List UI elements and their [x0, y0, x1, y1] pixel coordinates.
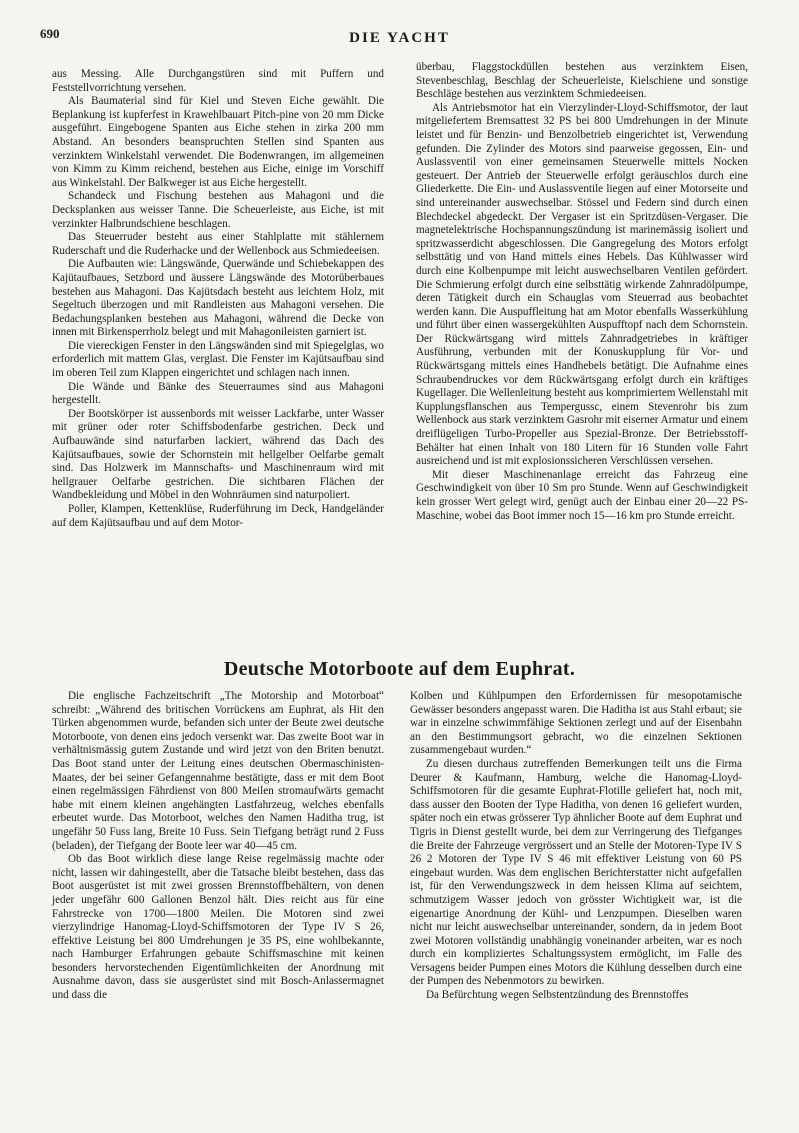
paragraph: Als Antriebsmotor hat ein Vierzylinder-Lloyd-Schiffsmotor, der laut mitgeliefertem Bremsattest 32 PS bei 800 Umdrehungen in der Minute leistet und für Benzin- und Benzolbetrieb eingerichtet ist, Verwendung gefunden. Die Zylinder des Motors sind paarweise gegossen, Ein- und Auslassventil von einer gemeinsamen Steuerwelle mittels Nocken gesteuert. Der Antrieb der Steuerwelle erfolgt geräuschlos durch eine Gliederkette. Die Ein- und Auslassventile liegen auf einer Motorseite und sind untereinander auswechselbar. Stössel und Federn sind durch einen Blechdeckel abgedeckt. Der Vergaser ist ein Spritzdüsen-Vergaser. Die magnetelektrische Hochspannungszündung ist marinemässig isoliert und spritzwasserdicht abgeschlossen. Die Gangregelung des Motors erfolgt selbsttätig und von Hand mittels eines Hebels. Das Kühlwasser wird durch eine Kolbenpumpe mit leicht auswechselbaren Ventilen gefördert. Die Schmierung erfolgt durch eine selbsttätig wirkende Zahnradölpumpe, deren Tätigkeit durch ein Schauglas vom Steuerrad aus beobachtet werden kann. Die Auspuffleitung hat am Motor ebenfalls Wasserkühlung und führt über einen wassergekühlten Auspufftopf nach dem Schornstein. Der Rückwärtsgang wird mittels Zahnradgetriebes in kräftiger Ausführung, verbunden mit der Konuskupplung für Vor- und Rückwärtsgang mittels eines Handhebels betätigt. Die Aufnahme eines Schraubendruckes vor dem Rückwärtsgang erfolgt durch ein kräftiges Kugellager. Die Wellenleitung besteht aus komprimiertem Wellenstahl mit Kupplungsflanschen aus Tempergussс, einem Stevenrohr bis zum Wellenbock aus stark verzinktem Gasrohr mit eiserner Armatur und einem dreiflügeligen Turbo-Propeller aus Spezial-Bronze. Der Betriebsstoff-Behälter hat einen Inhalt von 180 Litern für 16 Stunden volle Fahrt ausreichend und ist mit explosionssicheren Verschlüssen versehen. — [416, 101, 748, 468]
paragraph: Kolben und Kühlpumpen den Erfordernissen für mesopotamische Gewässer besonders angepasst waren. Die Haditha ist aus Stahl erbaut; sie war in einzelne schwimmfähige Sektionen zerlegt und auf der Eisenbahn an den Bestimmungsort gebracht, wo die einzelnen Sektionen zusammengebaut wurden.“ — [410, 690, 742, 757]
paragraph: Die Wände und Bänke des Steuerraumes sind aus Mahagoni hergestellt. — [52, 380, 384, 407]
paragraph: Als Baumaterial sind für Kiel und Steven Eiche gewählt. Die Beplankung ist kupferfest in Krawehlbauart Pitch-pine von 20 mm Dicke ausgeführt. Eingebogene Spanten aus Eiche stehen in zirka 200 mm Abstand. An besonders beanspruchten Stellen sind Spanten aus verzinktem Winkelstahl verwendet. Die Bodenwrangen, im allgemeinen von Kimm zu Kimm reichend, bestehen aus Eiche, einige im Vorschiff aus Winkelstahl. Der Balkweger ist aus Eiche hergestellt. — [52, 95, 384, 189]
running-title: DIE YACHT — [349, 30, 450, 46]
text-column-top-left — [52, 68, 384, 530]
paragraph: Zu diesen durchaus zutreffenden Bemerkungen teilt uns die Firma Deurer & Kaufmann, Hamburg, welche die Hanomag-Lloyd-Schiffsmotoren für die gesamte Euphrat-Flotille geliefert hat, noch mit, dass ausser den Booten der Type Haditha, von denen 16 geliefert wurden, später noch ein etwas grösserer Typ ähnlicher Boote auf dem Euphrat und Tigris in Dienst gestellt wurde, bei dem zur Verringerung des Tiefganges die Breite der Fahrzeuge vergrössert und an Stelle der Motoren-Type IV S 26 2 Motoren der Type IV S 46 mit effektiver Leistung von 60 PS eingebaut wurden. Was dem englischen Berichterstatter nicht aufgefallen ist, für den Verwendungszweck in dem heissen Klima auf seichtem, schmutzigem Wasser jedoch von grösster Wichtigkeit war, ist die eigenartige Anordnung der Kühl- und Lenzpumpen. Dieselben waren nicht nur leicht auswechselbar untereinander, sondern, da in jedem Boot zwei Motoren vollständig unabhängig voneinander arbeiten, war es noch durch ein kompliziertes Schaltungssystem ermöglicht, im Falle des Versagens beider Pumpen eines Motors die Kühlung desselben durch eine der Pumpen des Nebenmotors zu bewirken. — [410, 757, 742, 988]
paragraph: Ob das Boot wirklich diese lange Reise regelmässig machte oder nicht, lassen wir dahingestellt, aber die Tatsache bleibt bestehen, dass das Boot ausgerüstet ist mit zwei grossen Brennstoffbehältern, von denen jeder ungefähr 600 Gallonen Benzol hält. Dies reicht aus für eine Fahrstrecke von 1700—1800 Meilen. Die Motoren sind zwei vierzylindrige Hanomag-Lloyd-Schiffsmotoren der Type IV S 26, effektive Leistung bei 800 Umdrehungen je 35 PS, eine wohlbekannte, nach Hamburger Erfahrungen gebaute Schiffsmaschine mit keinen besonders hervorstechenden Eigentümlichkeiten der Anordnung mit Ausnahme davon, dass sie ausgerüstet sind mit Bosch-Anlassermagnet und dass die — [52, 853, 384, 1002]
paragraph: überbau, Flaggstockdüllen bestehen aus verzinktem Eisen, Stevenbeschlag, Beschlag der Scheuerleiste, Kielschiene und sonstige Beschläge bestehen aus verzinktem Schmiedeeisen. — [416, 61, 748, 101]
text-column-bottom-right — [410, 690, 742, 1003]
paragraph: Die englische Fachzeitschrift „The Motorship and Motorboat“ schreibt: „Während des britischen Vorrückens am Euphrat, als Hit den Türken abgenommen wurde, befanden sich unter der Beute zwei deutsche Motorboote, von denen eins jedoch versenkt war. Das zweite Boot war in verhältnismässig gutem Zustande und wird jetzt von den Briten benutzt. Das Boot stand unter der Leitung eines deutschen Obermaschinisten-Maates, der bei seiner Gefangennahme bestätigte, dass er mit dem Boot einen regelmässigen Fährdienst von 800 Meilen stromaufwärts gemacht habe mit einem kleinen angehängten Lastfahrzeug, welches ebenfalls erbeutet wurde. Das Motorboot, welches den Namen Haditha trug, ist ungefähr 50 Fuss lang, Breite 10 Fuss. Sein Tiefgang beträgt rund 2 Fuss (beladen), der Tiefgang der Boote leer war 40—45 cm. — [52, 690, 384, 852]
paragraph: Der Bootskörper ist aussenbords mit weisser Lackfarbe, unter Wasser mit grüner oder roter Schiffsbodenfarbe gestrichen. Deck und Aufbauwände sind naturfarben lackiert, während das Dach des Kajütsaufbaues, sowie der Schornstein mit hellgelber Oelfarbe gemalt sind. Das Holzwerk im Mannschafts- und Maschinenraum wird mit hellgrauer Oelfarbe gestrichen. Die sichtbaren Flächen der Wandbekleidung und Möbel in den Wohnräumen sind naturpoliert. — [52, 407, 384, 502]
page-number: 690 — [40, 26, 60, 41]
article-title: Deutsche Motorboote auf dem Euphrat. — [223, 658, 576, 680]
paragraph: Die Aufbauten wie: Längswände, Querwände und Schiebekappen des Kajütaufbaues, Setzbord und äussere Längswände des Motorüberbaues bestehen aus Mahagoni. Das Kajütsdach besteht aus leichtem Holz, mit Segeltuch überzogen und mit Randleisten aus Mahagoni versehen. Die Bedachungsplanken bestehen aus Mahagoni, während die Decke von innen mit Birkensperrholz belegt und mit Mahagonileisten garniert ist. — [52, 258, 384, 339]
paragraph: Mit dieser Maschinenanlage erreicht das Fahrzeug eine Geschwindigkeit von über 10 Sm pro Stunde. Wenn auf Geschwindigkeit kein grosser Wert gelegt wird, genügt auch der Einbau einer 20—22 PS-Maschine, wobei das Boot immer noch 15—16 km pro Stunde erreicht. — [416, 468, 748, 522]
paragraph: Schandeck und Fischung bestehen aus Mahagoni und die Decksplanken aus weisser Tanne. Die Scheuerleiste, aus Eiche, ist mit verzinkter Halbrundschiene beschlagen. — [52, 190, 384, 230]
paragraph: Das Steuerruder besteht aus einer Stahlplatte mit stählernem Ruderschaft und die Ruderhacke und der Wellenbock aus Schmiedeeisen. — [52, 231, 384, 257]
paragraph: aus Messing. Alle Durchgangstüren sind mit Puffern und Feststellvorrichtung versehen. — [52, 68, 384, 94]
paragraph: Die viereckigen Fenster in den Längswänden sind mit Spiegelglas, wo erforderlich mit mattem Glas, verglast. Die Fenster im Kajütsaufbau sind im oberen Teil zum Klappen eingerichtet und schlagen nach innen. — [52, 339, 384, 380]
paragraph: Poller, Klampen, Kettenklüse, Ruderführung im Deck, Handgeländer auf dem Kajütsaufbau und auf dem Motor- — [52, 503, 384, 529]
text-column-bottom-left — [52, 690, 384, 1003]
paragraph: Da Befürchtung wegen Selbstentzündung des Brennstoffes — [426, 989, 689, 1002]
text-column-top-right — [416, 61, 748, 523]
